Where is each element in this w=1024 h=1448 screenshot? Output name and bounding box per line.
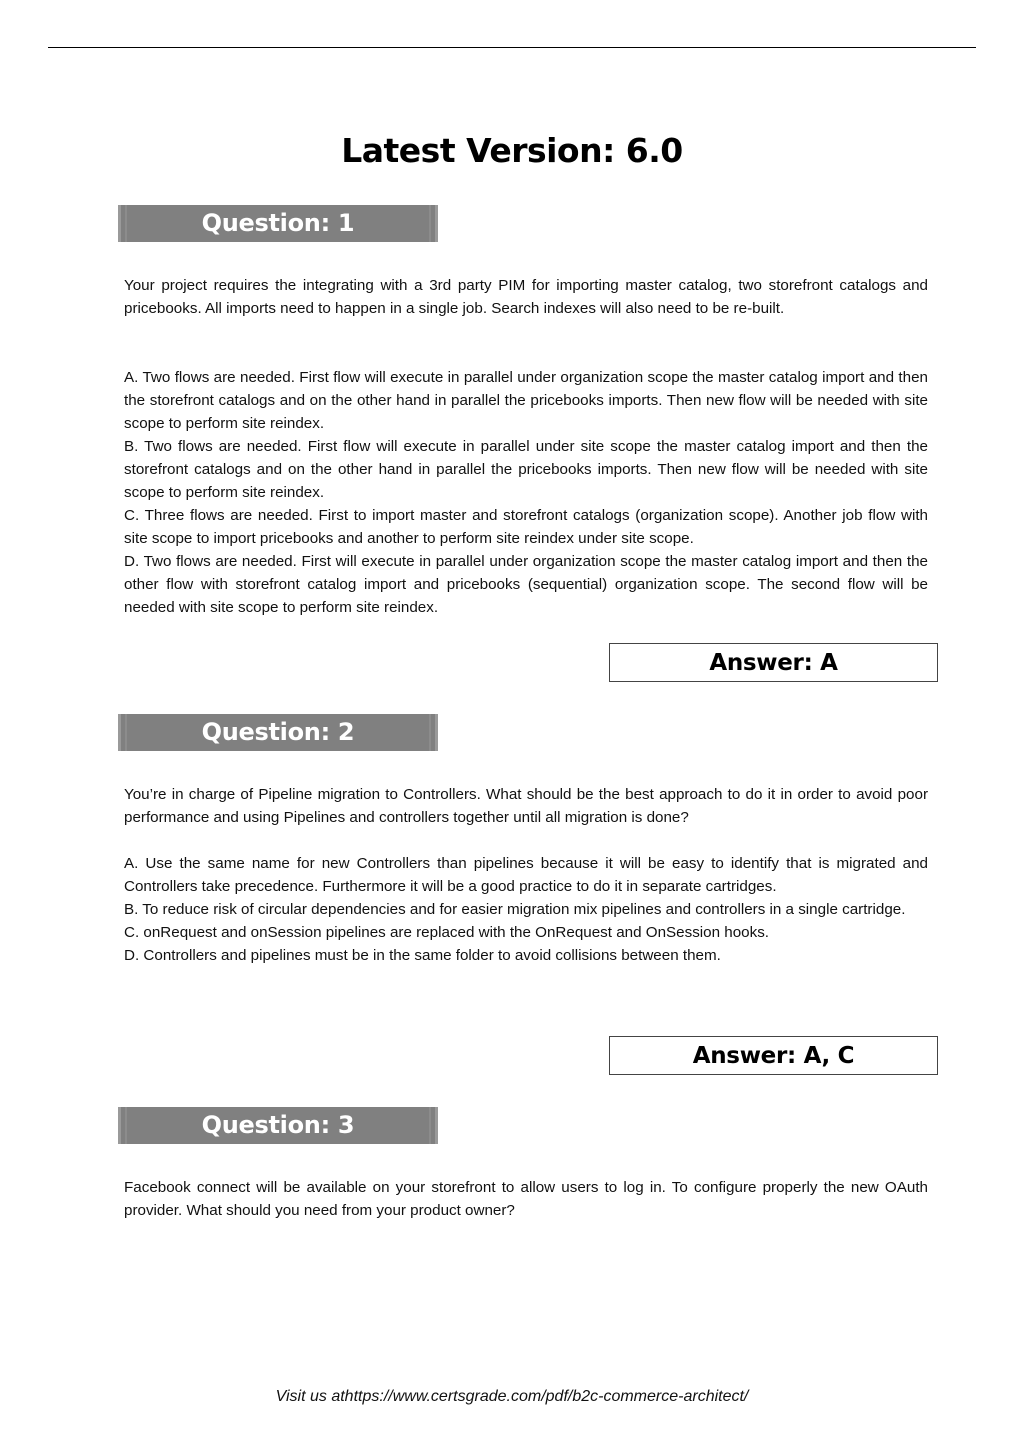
question-3-prompt (124, 1176, 928, 1222)
question-1-answer: Answer: A (609, 643, 938, 682)
question-1-option-b: B. Two flows are needed. First flow will execute in parallel under site scope the master catalog import and then the storefront catalogs and on the other hand in parallel the pricebooks imports. Then new flow will be needed with site scope to perform site reindex. (124, 438, 928, 501)
question-1-header (118, 205, 438, 242)
question-1-options (124, 366, 928, 619)
question-1-option-c: C. Three flows are needed. First to import master and storefront catalogs (organization scope). Another job flow with site scope to import pricebooks and another to perform site reindex under site scope. (124, 507, 928, 547)
question-2-options (124, 852, 928, 967)
question-3-prompt-text: Facebook connect will be available on your storefront to allow users to log in. To configure properly the new OAuth provider. What should you need from your product owner? (124, 1179, 928, 1219)
question-2-prompt (124, 783, 928, 829)
question-2-option-c: C. onRequest and onSession pipelines are replaced with the OnRequest and OnSession hooks. (124, 924, 770, 941)
question-2-prompt-text: You’re in charge of Pipeline migration to Controllers. What should be the best approach to do it in order to avoid poor performance and using Pipelines and controllers together until all migration is done? (124, 786, 928, 826)
question-1-label: Question: 1 (201, 209, 355, 237)
question-2-option-a: A. Use the same name for new Controllers than pipelines because it will be easy to identify that is migrated and Controllers take precedence. Furthermore it will be a good practice to do it in separate cartridges. (124, 855, 928, 895)
question-1-prompt-text: Your project requires the integrating with a 3rd party PIM for importing master catalog, two storefront catalogs and pricebooks. All imports need to happen in a single job. Search indexes will also need to be re-built. (124, 277, 928, 317)
question-2-option-b: B. To reduce risk of circular dependencies and for easier migration mix pipelines and controllers in a single cartridge. (124, 901, 906, 918)
question-3-label: Question: 3 (201, 1111, 355, 1139)
question-1-option-d: D. Two flows are needed. First will execute in parallel under organization scope the master catalog import and then the other flow with storefront catalog import and pricebooks (sequential) organization scope. The second flow will be needed with site scope to perform site reindex. (124, 553, 928, 616)
question-3-header (118, 1107, 438, 1144)
question-2-label: Question: 2 (201, 718, 355, 746)
page-title: Latest Version: 6.0 (341, 131, 683, 170)
question-1-prompt (124, 274, 928, 320)
question-2-header (118, 714, 438, 751)
header-rule (48, 47, 976, 48)
footer-link[interactable]: Visit us athttps://www.certsgrade.com/pdf/b2c-commerce-architect/ (275, 1388, 749, 1405)
question-2-option-d: D. Controllers and pipelines must be in the same folder to avoid collisions between them. (124, 947, 721, 964)
question-2-answer: Answer: A, C (609, 1036, 938, 1075)
question-1-option-a: A. Two flows are needed. First flow will execute in parallel under organization scope the master catalog import and then the storefront catalogs and on the other hand in parallel the pricebooks imports. Then new flow will be needed with site scope to perform site reindex. (124, 369, 928, 432)
